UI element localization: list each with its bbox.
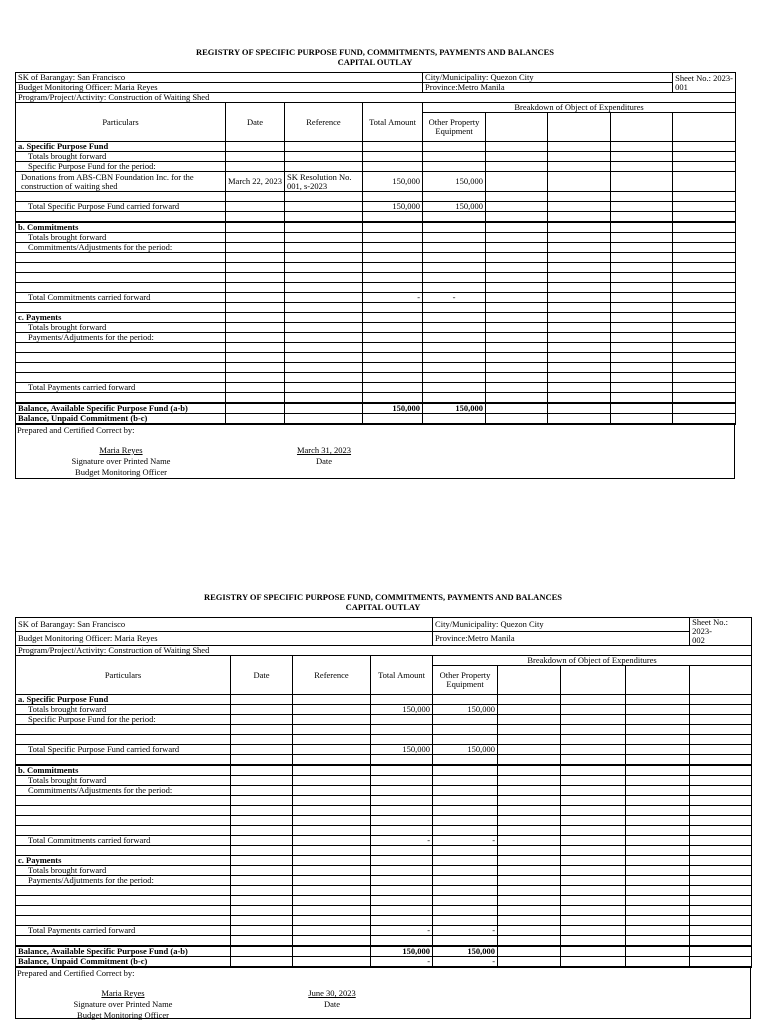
row-label: Totals brought forward xyxy=(16,866,231,876)
spf-cf-ope: 150,000 xyxy=(433,745,498,755)
col-other-property-equipment: Other Property Equipment xyxy=(433,666,498,695)
row-label: Totals brought forward xyxy=(16,705,231,715)
section-a-label: a. Specific Purpose Fund xyxy=(16,142,226,152)
row-label: Total Payments carried forward xyxy=(16,926,231,936)
sheet-title: REGISTRY OF SPECIFIC PURPOSE FUND, COMMITMENTS, PAYMENTS AND BALANCES CAPITAL OUTLAY xyxy=(204,592,562,612)
row-label: Payments/Adjutments for the period: xyxy=(16,333,226,343)
signatory: Maria Reyes Signature over Printed Name Budget Monitoring Officer xyxy=(71,445,171,477)
col-breakdown: Breakdown of Object of Expenditures xyxy=(433,656,752,666)
section-b-label: b. Commitments xyxy=(16,765,231,776)
entry-ope: 150,000 xyxy=(423,172,486,192)
balance-unpaid-label: Balance, Unpaid Commitment (b-c) xyxy=(16,957,231,968)
row-label: Payments/Adjutments for the period: xyxy=(16,876,231,886)
row-label: Total Specific Purpose Fund carried forward xyxy=(16,202,226,212)
section-b-label: b. Commitments xyxy=(16,222,226,233)
row-label: Totals brought forward xyxy=(16,776,231,786)
col-date: Date xyxy=(226,103,285,142)
registry-sheet-2 xyxy=(15,592,751,1019)
sk-barangay: SK of Barangay: San Francisco xyxy=(16,73,423,83)
row-label: Specific Purpose Fund for the period: xyxy=(16,715,231,725)
city-municipality: City/Municipality: Quezon City xyxy=(423,73,673,83)
row-label: Total Commitments carried forward xyxy=(16,293,226,303)
row-label: Commitments/Adjustments for the period: xyxy=(16,243,226,253)
registry-table xyxy=(15,617,752,968)
balance-available-total: 150,000 xyxy=(363,403,423,414)
col-total-amount: Total Amount xyxy=(363,103,423,142)
pay-cf-total: - xyxy=(371,926,433,936)
program-activity: Program/Project/Activity: Construction of Waiting Shed xyxy=(16,93,736,103)
entry-particulars: Donations from ABS-CBN Foundation Inc. for the construction of waiting shed xyxy=(16,172,226,192)
balance-available-total: 150,000 xyxy=(371,946,433,957)
col-particulars: Particulars xyxy=(16,103,226,142)
col-date: Date xyxy=(231,656,293,695)
col-particulars: Particulars xyxy=(16,656,231,695)
section-c-label: c. Payments xyxy=(16,856,231,866)
pay-cf-ope: - xyxy=(433,926,498,936)
comm-cf-total: - xyxy=(371,836,433,846)
sheet-number: Sheet No.: 2023- 001 xyxy=(673,73,736,93)
balance-available-ope: 150,000 xyxy=(423,403,486,414)
sign-date: March 31, 2023 Date xyxy=(296,445,352,466)
entry-date: March 22, 2023 xyxy=(226,172,285,192)
spf-cf-total: 150,000 xyxy=(363,202,423,212)
balance-available-ope: 150,000 xyxy=(433,946,498,957)
budget-officer: Budget Monitoring Officer: Maria Reyes xyxy=(16,632,433,646)
row-label: Total Payments carried forward xyxy=(16,383,226,393)
section-a-label: a. Specific Purpose Fund xyxy=(16,695,231,705)
col-total-amount: Total Amount xyxy=(371,656,433,695)
city-municipality: City/Municipality: Quezon City xyxy=(433,618,690,632)
registry-sheet-1 xyxy=(15,47,735,479)
tbf-ope: 150,000 xyxy=(433,705,498,715)
col-other-property-equipment: Other Property Equipment xyxy=(423,113,486,142)
balance-available-label: Balance, Available Specific Purpose Fund (a-b) xyxy=(16,946,231,957)
comm-cf-ope: - xyxy=(433,836,498,846)
comm-cf-total: - xyxy=(363,293,423,303)
row-label: Total Commitments carried forward xyxy=(16,836,231,846)
spf-cf-ope: 150,000 xyxy=(423,202,486,212)
sk-barangay: SK of Barangay: San Francisco xyxy=(16,618,433,632)
balance-unpaid-label: Balance, Unpaid Commitment (b-c) xyxy=(16,414,226,425)
sign-date: June 30, 2023 Date xyxy=(308,988,356,1009)
row-label: Totals brought forward xyxy=(16,152,226,162)
balance-unpaid-ope: - xyxy=(433,957,498,968)
budget-officer: Budget Monitoring Officer: Maria Reyes xyxy=(16,83,423,93)
row-label: Commitments/Adjustments for the period: xyxy=(16,786,231,796)
program-activity: Program/Project/Activity: Construction of Waiting Shed xyxy=(16,646,752,656)
registry-table xyxy=(15,72,736,425)
col-breakdown: Breakdown of Object of Expenditures xyxy=(423,103,736,113)
certification-block: Prepared and Certified Correct by: Maria Reyes Signature over Printed Name Budget Monitoring Officer March 31, 2023 Date xyxy=(15,425,735,479)
entry-reference: SK Resolution No. 001, s-2023 xyxy=(285,172,363,192)
spf-cf-total: 150,000 xyxy=(371,745,433,755)
comm-cf-ope: - xyxy=(423,293,486,303)
sheet-number: Sheet No.: 2023- 002 xyxy=(690,618,752,646)
row-label: Total Specific Purpose Fund carried forward xyxy=(16,745,231,755)
row-label: Totals brought forward xyxy=(16,323,226,333)
col-reference: Reference xyxy=(285,103,363,142)
entry-total: 150,000 xyxy=(363,172,423,192)
row-label: Totals brought forward xyxy=(16,233,226,243)
signatory: Maria Reyes Signature over Printed Name Budget Monitoring Officer xyxy=(73,988,173,1020)
balance-available-label: Balance, Available Specific Purpose Fund (a-b) xyxy=(16,403,226,414)
sheet-title: REGISTRY OF SPECIFIC PURPOSE FUND, COMMITMENTS, PAYMENTS AND BALANCES CAPITAL OUTLAY xyxy=(196,47,554,67)
province: Province:Metro Manila xyxy=(423,83,673,93)
certification-block: Prepared and Certified Correct by: Maria Reyes Signature over Printed Name Budget Monitoring Officer June 30, 2023 Date xyxy=(15,968,751,1019)
row-label: Specific Purpose Fund for the period: xyxy=(16,162,226,172)
section-c-label: c. Payments xyxy=(16,313,226,323)
province: Province:Metro Manila xyxy=(433,632,690,646)
tbf-total: 150,000 xyxy=(371,705,433,715)
balance-unpaid-total: - xyxy=(371,957,433,968)
col-reference: Reference xyxy=(293,656,371,695)
